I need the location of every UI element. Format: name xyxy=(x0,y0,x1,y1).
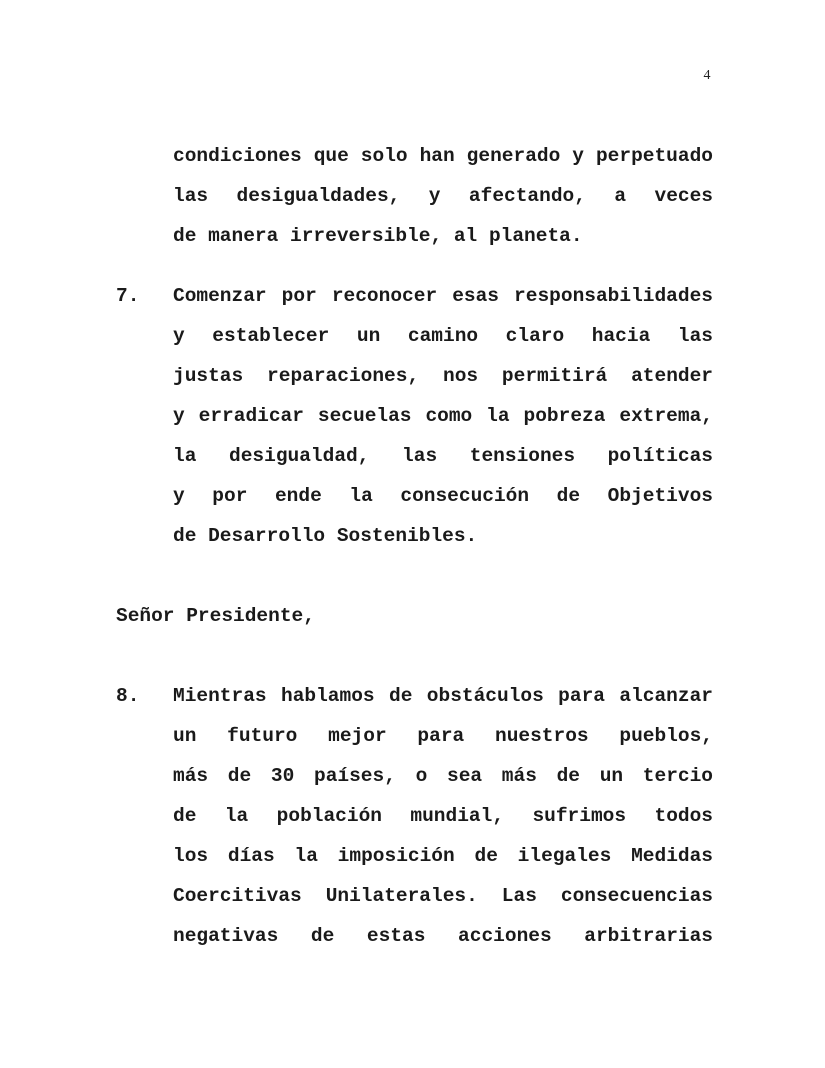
paragraph-line: justas reparaciones, nos permitirá atender xyxy=(173,365,713,387)
paragraph-line: más de 30 países, o sea más de un tercio xyxy=(173,765,713,787)
paragraph-number: 8. xyxy=(116,685,140,707)
paragraph-line: de la población mundial, sufrimos todos xyxy=(173,805,713,827)
paragraph-line: Comenzar por reconocer esas responsabilidades xyxy=(173,285,713,307)
paragraph-line: negativas de estas acciones arbitrarias xyxy=(173,925,713,947)
paragraph-line: condiciones que solo han generado y perpetuado xyxy=(173,145,713,167)
paragraph-line: un futuro mejor para nuestros pueblos, xyxy=(173,725,713,747)
paragraph-line: y erradicar secuelas como la pobreza extrema, xyxy=(173,405,713,427)
paragraph-line: Mientras hablamos de obstáculos para alcanzar xyxy=(173,685,713,707)
paragraph-line: de manera irreversible, al planeta. xyxy=(173,225,583,247)
paragraph-line: Coercitivas Unilaterales. Las consecuencias xyxy=(173,885,713,907)
salutation: Señor Presidente, xyxy=(116,605,315,627)
paragraph-line: y por ende la consecución de Objetivos xyxy=(173,485,713,507)
paragraph-line: y establecer un camino claro hacia las xyxy=(173,325,713,347)
paragraph-line: la desigualdad, las tensiones políticas xyxy=(173,445,713,467)
paragraph-line: los días la imposición de ilegales Medidas xyxy=(173,845,713,867)
paragraph-number: 7. xyxy=(116,285,140,307)
paragraph-line: de Desarrollo Sostenibles. xyxy=(173,525,478,547)
page-number: 4 xyxy=(703,68,711,83)
paragraph-line: las desigualdades, y afectando, a veces xyxy=(173,185,713,207)
